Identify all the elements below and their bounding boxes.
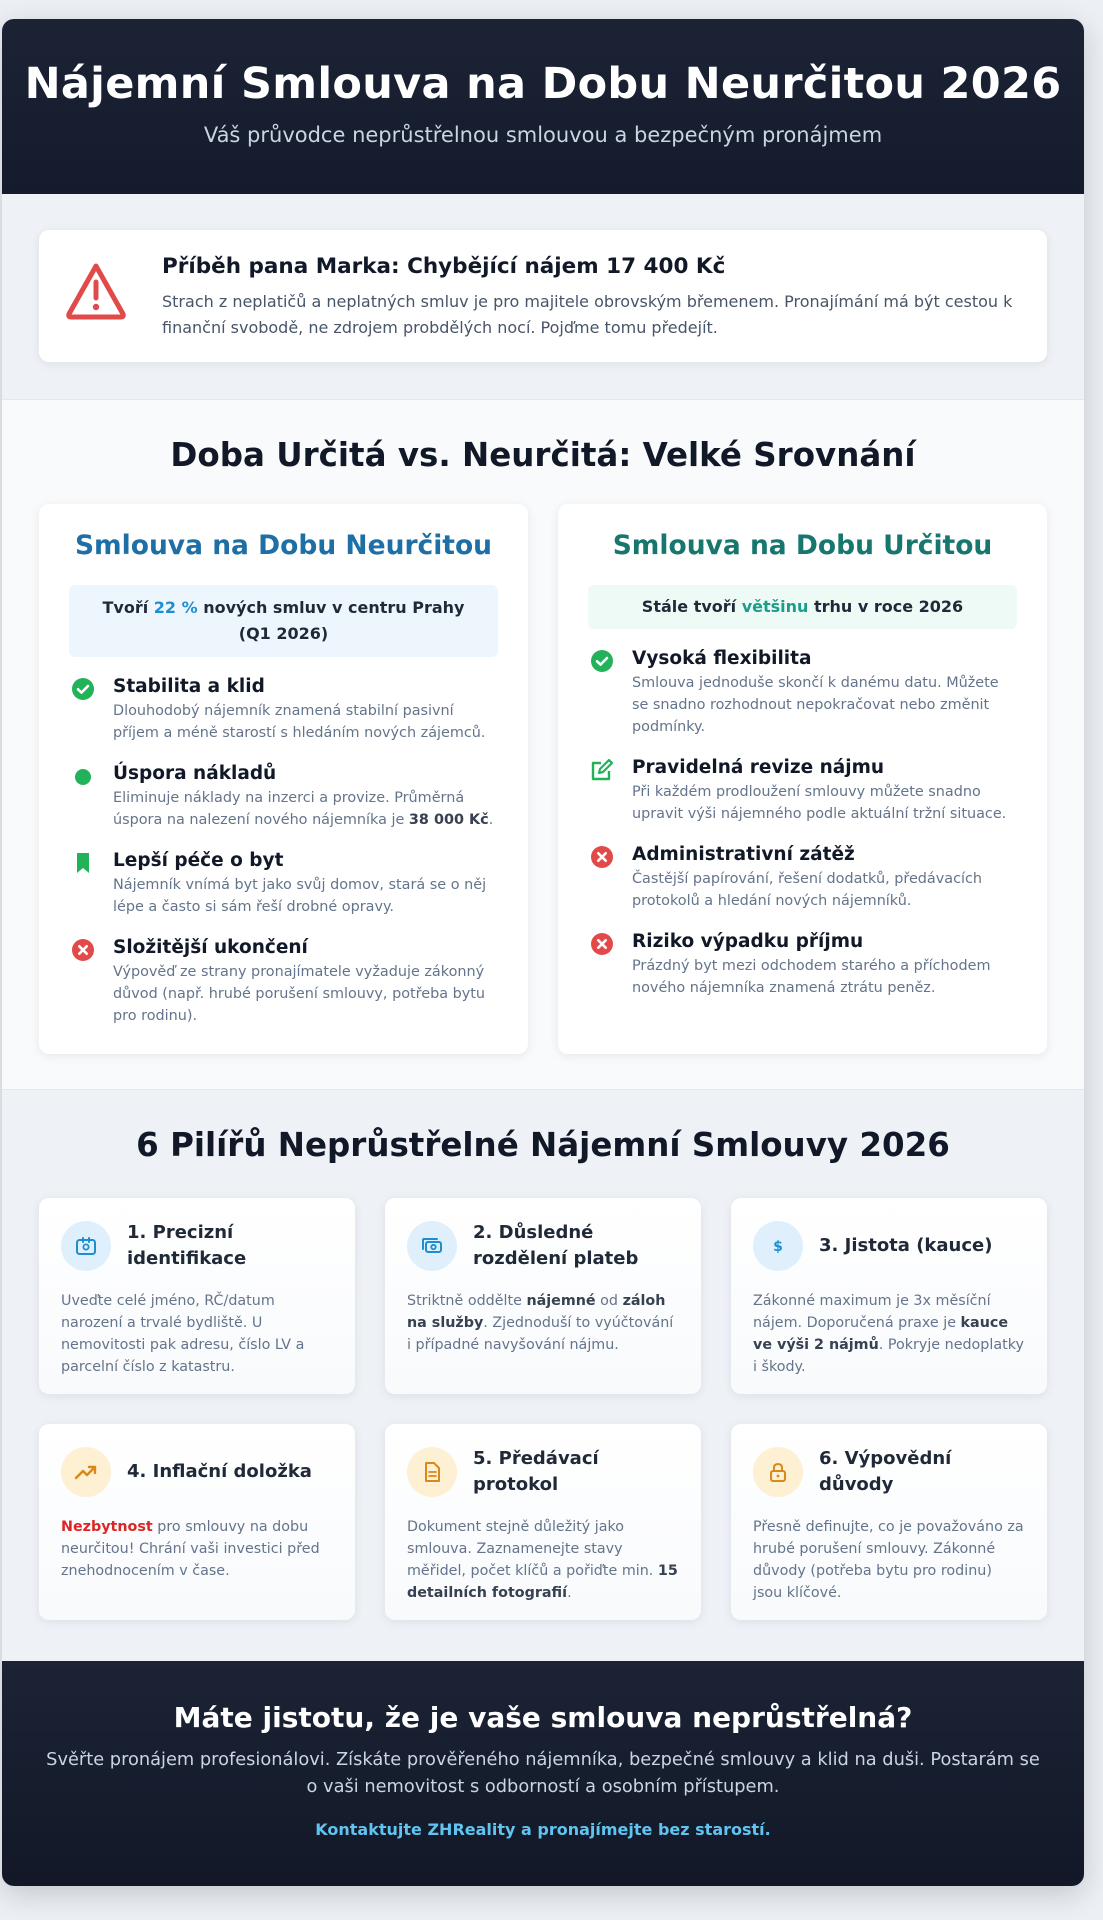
text-part: Striktně oddělte <box>407 1293 527 1309</box>
pillar-header <box>753 1220 1025 1272</box>
text-bold: záloh na služby <box>407 1293 666 1331</box>
text-bold: kauce ve výši 2 nájmů <box>753 1315 1009 1353</box>
text-emphasis: Nezbytnost <box>61 1519 153 1535</box>
feature-title: Administrativní zátěž <box>632 844 855 865</box>
money-icon <box>421 1235 443 1257</box>
page-title: Nájemní Smlouva na Dobu Neurčitou 2026 <box>24 59 1062 109</box>
text-bold: 15 detailních fotografií <box>407 1563 678 1601</box>
text-part: . Pokryje nedoplatky i škody. <box>753 1337 1024 1375</box>
hero-header <box>2 19 1084 194</box>
pillar-icon-circle <box>407 1221 457 1271</box>
cta-footer <box>2 1661 1084 1886</box>
pillars-section <box>2 1090 1084 1661</box>
feature-item <box>69 849 498 918</box>
page-card <box>2 19 1084 1886</box>
text-part: Zákonné maximum je 3x měsíční nájem. Doporučená praxe je <box>753 1293 991 1331</box>
definite-stat <box>588 585 1017 629</box>
pillar-title: 1. Precizní identifikace <box>127 1222 247 1269</box>
pillar-header <box>61 1446 333 1498</box>
comparison-section <box>2 400 1084 1090</box>
feature-item <box>588 647 1017 738</box>
pillar-text: Přesně definujte, co je považováno za hrubé porušení smlouvy. Zákonné důvody (potřeba bytu pro rodinu) jsou klíčové. <box>753 1519 1024 1601</box>
stat-highlight: 22 % <box>153 598 198 617</box>
x-circle-icon <box>71 938 95 962</box>
feature-item <box>69 675 498 744</box>
cta-title: Máte jistotu, že je vaše smlouva neprůstřelná? <box>173 1701 913 1734</box>
feature-text: Smlouva jednoduše skončí k danému datu. Můžete se snadno rozhodnout nepokračovat nebo změnit podmínky. <box>632 675 999 735</box>
cta-text: Svěřte pronájem profesionálovi. Získáte prověřeného nájemníka, bezpečné smlouvy a klid na duši. Postarám se o vaši nemovitost s odborností a osobním přístupem. <box>46 1749 1040 1797</box>
pillar-icon-circle <box>407 1447 457 1497</box>
pillar-header <box>753 1446 1025 1498</box>
pillar-text <box>407 1290 679 1356</box>
feature-title: Riziko výpadku příjmu <box>632 931 864 952</box>
feature-item <box>588 843 1017 912</box>
warning-triangle-icon <box>65 262 127 320</box>
feature-item <box>588 930 1017 999</box>
stat-text: trhu v roce 2026 <box>808 597 964 616</box>
pillar-header <box>61 1220 333 1272</box>
definite-card <box>558 504 1047 1054</box>
text-part: . <box>488 812 494 828</box>
text-part: . <box>567 1585 572 1601</box>
pillar-header <box>407 1220 679 1272</box>
feature-item <box>588 756 1017 825</box>
text-part: . Zjednoduší to vyúčtování i případné navyšování nájmu. <box>407 1315 674 1353</box>
text-part: Eliminuje náklady na inzerci a provize. Průměrná úspora na nalezení nového nájemníka je <box>113 790 465 828</box>
indefinite-card <box>39 504 528 1054</box>
feature-item <box>69 762 498 831</box>
pillar-card <box>731 1424 1047 1620</box>
id-card-icon <box>75 1235 97 1257</box>
comparison-title: Doba Určitá vs. Neurčitá: Velké Srovnání <box>170 436 916 474</box>
dot-icon <box>71 764 95 788</box>
stat-text: nových smluv v centru Prahy (Q1 2026) <box>197 598 465 643</box>
pillar-title: 4. Inflační doložka <box>127 1461 312 1482</box>
feature-text: Častější papírování, řešení dodatků, předávacích protokolů a hledání nových nájemníků. <box>632 871 983 909</box>
pillar-title: 3. Jistota (kauce) <box>819 1235 993 1256</box>
text-part: od <box>595 1293 623 1309</box>
feature-title: Pravidelná revize nájmu <box>632 757 885 778</box>
feature-title: Lepší péče o byt <box>113 850 284 871</box>
feature-item <box>69 936 498 1027</box>
feature-title: Stabilita a klid <box>113 676 265 697</box>
pillar-title: 2. Důsledné rozdělení plateb <box>473 1222 639 1269</box>
pillars-grid <box>39 1198 1047 1620</box>
story-section <box>2 194 1084 400</box>
stat-highlight: většinu <box>741 597 809 616</box>
bookmark-icon <box>71 851 95 875</box>
feature-text: Při každém prodloužení smlouvy můžete snadno upravit výši nájemného podle aktuální tržní situace. <box>632 784 1007 822</box>
feature-text: Nájemník vnímá byt jako svůj domov, stará se o něj lépe a často si sám řeší drobné opravy. <box>113 877 487 915</box>
pillar-icon-circle <box>61 1447 111 1497</box>
feature-title: Úspora nákladů <box>113 763 277 784</box>
pillars-title: 6 Pilířů Neprůstřelné Nájemní Smlouvy 2026 <box>136 1126 950 1164</box>
lock-icon <box>767 1461 789 1483</box>
feature-text <box>113 787 498 831</box>
svg-text:$: $ <box>773 1239 783 1255</box>
text-part: Dokument stejně důležitý jako smlouva. Zaznamenejte stavy měřidel, počet klíčů a pořiďte min. <box>407 1519 658 1579</box>
pillar-header <box>407 1446 679 1498</box>
indefinite-title: Smlouva na Dobu Neurčitou <box>74 530 493 561</box>
dollar-icon <box>767 1235 789 1257</box>
check-circle-icon <box>71 677 95 701</box>
pillar-title: 5. Předávací protokol <box>473 1448 599 1495</box>
text-bold: 38 000 Kč <box>408 812 489 828</box>
pillar-title: 6. Výpovědní důvody <box>819 1448 952 1495</box>
indefinite-stat <box>69 585 498 657</box>
pillar-card <box>385 1198 701 1394</box>
contact-link[interactable]: Kontaktujte ZHReality a pronajímejte bez starostí. <box>315 1820 771 1839</box>
trend-up-icon <box>74 1461 98 1483</box>
feature-title: Složitější ukončení <box>113 937 308 958</box>
pillar-text <box>753 1290 1025 1378</box>
pillar-text <box>61 1516 333 1582</box>
stat-text: Stále tvoří <box>641 597 742 616</box>
stat-text: Tvoří <box>102 598 154 617</box>
feature-text: Prázdný byt mezi odchodem starého a příchodem nového nájemníka znamená ztrátu peněz. <box>632 958 991 996</box>
pillar-text <box>407 1516 679 1604</box>
pillar-card <box>385 1424 701 1620</box>
x-circle-icon <box>590 845 614 869</box>
comparison-columns <box>39 504 1047 1054</box>
feature-text: Výpověď ze strany pronajímatele vyžaduje zákonný důvod (např. hrubé porušení smlouvy, potřeba bytu pro rodinu). <box>113 964 486 1024</box>
text-bold: nájemné <box>526 1293 596 1309</box>
page-subtitle: Váš průvodce neprůstřelnou smlouvou a bezpečným pronájmem <box>203 123 883 147</box>
pillar-text: Uveďte celé jméno, RČ/datum narození a trvalé bydliště. U nemovitosti pak adresu, číslo LV a parcelní číslo z katastru. <box>61 1293 305 1375</box>
feature-text: Dlouhodobý nájemník znamená stabilní pasivní příjem a méně starostí s hledáním nových zájemců. <box>113 703 486 741</box>
story-text: Strach z neplatičů a neplatných smluv je pro majitele obrovským břemenem. Pronajímání má být cestou k finanční svobodě, ne zdrojem probdělých nocí. Pojďme tomu předejít. <box>162 292 1013 337</box>
pillar-card <box>39 1424 355 1620</box>
x-circle-icon <box>590 932 614 956</box>
story-title: Příběh pana Marka: Chybějící nájem 17 400 Kč <box>162 254 726 279</box>
text-part: pro smlouvy na dobu neurčitou! Chrání vaši investici před znehodnocením v čase. <box>61 1519 320 1579</box>
pillar-card <box>39 1198 355 1394</box>
definite-title: Smlouva na Dobu Určitou <box>612 530 993 561</box>
check-circle-icon <box>590 649 614 673</box>
edit-icon <box>590 758 614 782</box>
document-icon <box>421 1461 443 1483</box>
pillar-icon-circle <box>753 1221 803 1271</box>
pillar-icon-circle <box>753 1447 803 1497</box>
feature-title: Vysoká flexibilita <box>632 648 812 669</box>
pillar-card <box>731 1198 1047 1394</box>
pillar-icon-circle <box>61 1221 111 1271</box>
story-card <box>39 230 1047 362</box>
